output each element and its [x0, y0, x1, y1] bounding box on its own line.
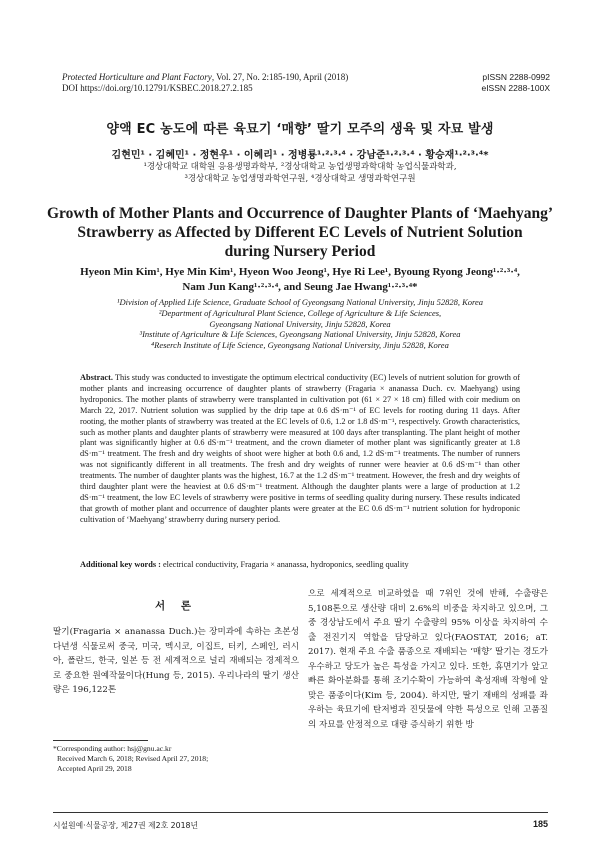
korean-authors: 김현민¹ · 김혜민¹ · 정현우¹ · 이혜리¹ · 정병룡¹·²·³·⁴ · 강남준¹·²·³·⁴ · 황승재¹·²·³·⁴* [111, 150, 489, 161]
english-affiliation-line: ³Institute of Agriculture & Life Sciences, Gyeongsang National University, Jinju 52828, Korea [139, 329, 461, 340]
page-number: 185 [532, 819, 548, 829]
section-title-introduction: 서 론 [155, 600, 197, 612]
english-authors-line: Nam Jun Kang¹·²·³·⁴, and Seung Jae Hwang¹·²·³·⁴* [182, 281, 418, 293]
received-date: Received March 6, 2018; Revised April 27, 2018; [57, 754, 209, 763]
abstract [80, 373, 520, 526]
english-authors [40, 265, 560, 295]
footer-divider [53, 812, 548, 813]
doi: DOI https://doi.org/10.12791/KSBEC.2018.27.2.185 [62, 83, 253, 93]
eissn: eISSN 2288-100X [481, 83, 550, 93]
english-title [40, 204, 560, 261]
footer-journal: 시설원예·식물공장, 제27권 제2호 2018년 [53, 821, 199, 830]
english-affiliation-line: Gyeongsang National University, Jinju 52828, Korea [209, 318, 391, 329]
abstract-text: This study was conducted to investigate the optimum electrical conductivity (EC) levels of nutrient solution for growth of mother plants and increasing occurrence of daughter plants of strawberry (Fragaria × ananassa Duch. cv. Maehyang) using hydroponics. The mother plants of strawberry were transplanted in cultivation pot (61 × 27 × 18 cm) filled with coir medium on March 22, 2017. Nutrient solution was supplied by the drip tape at 0.6 dS·m⁻¹ of EC levels for rooting during 11 days. After rooting, the mother plants of strawberry was treated at the EC levels of 0.6, 1.2 or 1.8 dS·m⁻¹, respectively. Growth characteristics, such as mother plants and daughter plants of strawberry were measured at 100 days after transplanting. The plant height of mother plant was significantly higher at 0.6 dS·m⁻¹ treatment, and the crown diameter of mother plant was significantly greater at 1.8 dS·m⁻¹ treatment. The fresh and dry weights of shoot were higher at both 0.6 and, 1.2 dS·m⁻¹ treatments. The number of runners was not significantly different in all treatments. The fresh and dry weights of runner were heavier at 0.6 dS·m⁻¹ than other treatments. The number of daughter plants was the highest, 16.7 at the 1.2 dS·m⁻¹ treatment. However, the fresh and dry weights of third daughter plant were the heaviest at 0.6 dS·m⁻¹ treatment. Although the daughter plants were a large of production at 1.2 dS·m⁻¹ treatment, the low EC levels of strawberry were positive in terms of seedling quality during nursery. These results indicated that growth of mother plant and occurrence of daughter plants were greater at the EC 0.6 dS·m⁻¹ nutrient solution for hydroponic cultivation of ‘Maehyang’ strawberry during nursery period. [80, 373, 520, 524]
abstract-label: Abstract. [80, 373, 113, 382]
journal-citation: , Vol. 27, No. 2:185-190, April (2018) [211, 72, 349, 82]
korean-title: 양액 EC 농도에 따른 육묘기 ‘매향’ 딸기 모주의 생육 및 자묘 발생 [106, 122, 494, 137]
issn-block [440, 72, 550, 94]
keywords [80, 559, 520, 570]
pissn: pISSN 2288-0992 [482, 72, 550, 82]
footnote [53, 744, 299, 774]
keywords-label: Additional key words : [80, 560, 161, 569]
english-title-line: Strawberry as Affected by Different EC Levels of Nutrient Solution [77, 224, 523, 241]
english-authors-line: Hyeon Min Kim¹, Hye Min Kim¹, Hyeon Woo Jeong¹, Hye Ri Lee¹, Byoung Ryong Jeong¹·²·³·⁴, [80, 266, 520, 278]
english-title-line: Growth of Mother Plants and Occurrence of Daughter Plants of ‘Maehyang’ [47, 205, 553, 222]
english-affiliation-line: ²Department of Agricultural Plant Science, College of Agriculture & Life Sciences, [158, 307, 442, 318]
keywords-text: electrical conductivity, Fragaria × ananassa, hydroponics, seedling quality [163, 560, 409, 569]
accepted-date: Accepted April 29, 2018 [57, 764, 132, 773]
korean-affiliation-line: ³경상대학교 농업생명과학연구원, ⁴경상대학교 생명과학연구원 [184, 174, 416, 184]
footnote-divider [53, 740, 148, 741]
korean-affiliation-line: ¹경상대학교 대학원 응용생명과학부, ²경상대학교 농업생명과학대학 농업식물과학과, [143, 162, 457, 172]
english-title-line: during Nursery Period [224, 243, 376, 260]
body-right-column: 으로 세계적으로 비교하였을 때 7위인 것에 반해, 수출량은 5,108톤으로 생산량 대비 2.6%의 비중을 차지하고 있으며, 그 중 경상남도에서 주요 딸기 수출량의 95% 이상을 차지하여 수출 전진기지 역할을 담당하고 있다(FAOSTAT, 2016; aT. 2017). 현재 주요 수출 품종으로 재배되는 ‘매향’ 딸기는 경도가 우수하고 당도가 높은 특성을 가지고 있다. 또한, 휴면기가 앞고 빠른 화아분화를 통해 조기수확이 가능하여 촉성재배 작형에 알맞은 품종이다(Kim 등, 2004). 하지만, 딸기 재배의 성패를 좌우하는 육묘기에 탄저병과 진딧물에 약한 특성으로 인해 고품질의 자묘를 안정적으로 대량 증식하기 위한 방 [308, 589, 548, 730]
english-affiliations [40, 297, 560, 351]
english-affiliation-line: ¹Division of Applied Life Science, Graduate School of Gyeongsang National University, Jinju 52828, Korea [116, 297, 484, 307]
korean-affiliations [40, 161, 560, 185]
english-affiliation-line: ⁴Reserch Institute of Life Science, Gyeongsang National University, Jinju 52828, Korea [151, 340, 449, 351]
corresponding-author: *Corresponding author: hsj@gnu.ac.kr [53, 744, 172, 753]
body-left-column: 딸기(Fragaria × ananassa Duch.)는 장미과에 속하는 초본성 다년생 식물로써 중국, 미국, 멕시코, 이집트, 터키, 스페인, 러시아, 폴란드, 한국, 일본 등 전 세계적으로 널리 재배되는 경제적으로 중요한 원예작물이다(Hung 등, 2015). 우리나라의 딸기 생산량은 196,122톤 [53, 627, 299, 695]
journal-name: Protected Horticulture and Plant Factory [62, 72, 212, 82]
journal-header [62, 72, 392, 94]
